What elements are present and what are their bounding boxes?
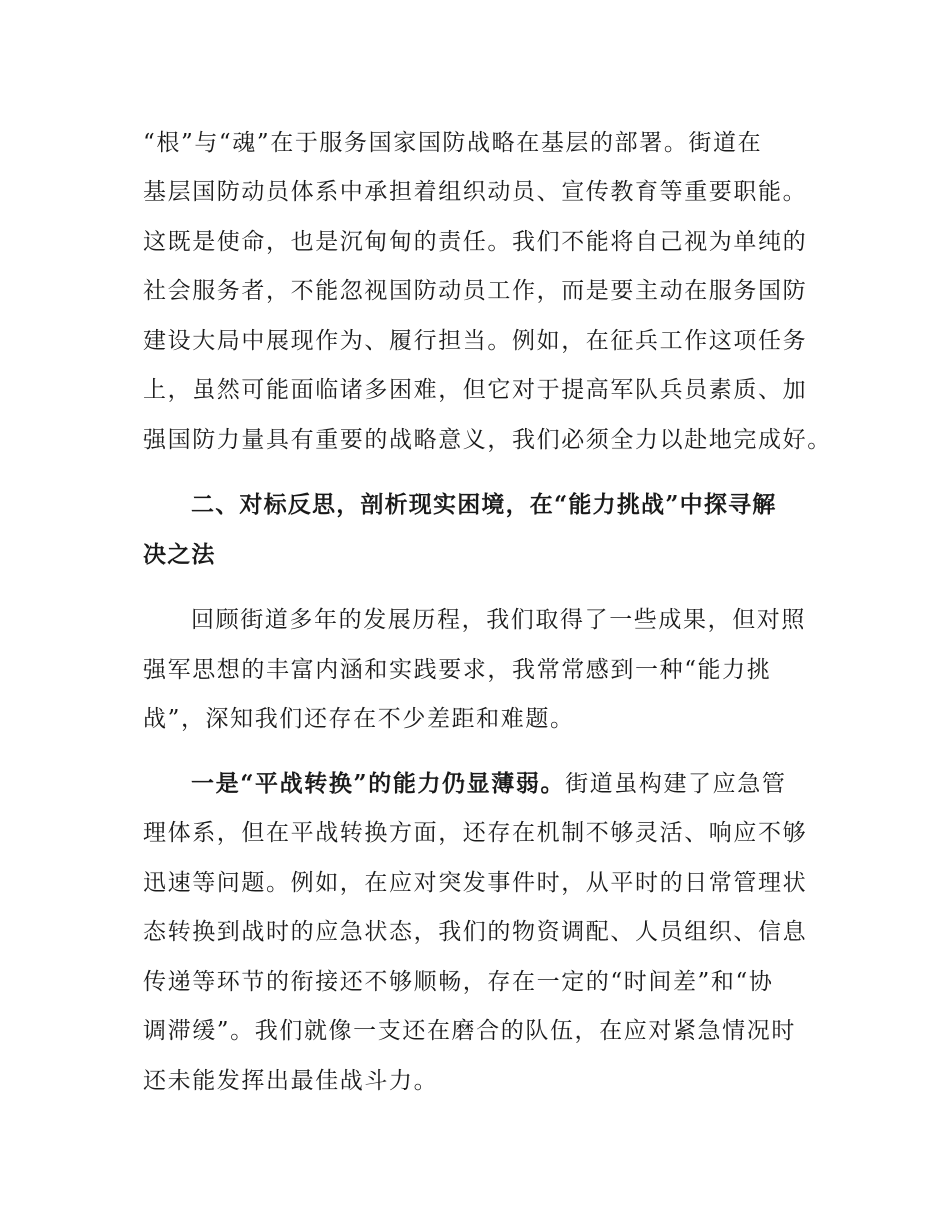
text-line: 迅速等问题。例如，在应对突发事件时，从平时的日常管理状 (143, 870, 808, 896)
text-line: 强国防力量具有重要的战略意义，我们必须全力以赴地完成好。 (143, 427, 832, 453)
text-line: 态转换到战时的应急状态，我们的物资调配、人员组织、信息 (143, 919, 808, 945)
text-line: 理体系，但在平战转换方面，还存在机制不够灵活、响应不够 (143, 820, 808, 846)
text-line: 上，虽然可能面临诸多困难，但它对于提高军队兵员素质、加 (143, 377, 808, 403)
heading-line: 决之法 (143, 541, 216, 568)
text-line: 调滞缓”。我们就像一支还在磨合的队伍，在应对紧急情况时 (143, 1018, 796, 1044)
text-span: 街道虽构建了应急管 (565, 771, 787, 797)
text-line: 社会服务者，不能忽视国防动员工作，而是要主动在服务国防 (143, 278, 808, 304)
text-line: 强军思想的丰富内涵和实践要求，我常常感到一种“能力挑 (143, 657, 772, 683)
text-line: 战”，深知我们还存在不少差距和难题。 (143, 706, 575, 732)
text-line: “根”与“魂”在于服务国家国防战略在基层的部署。街道在 (143, 130, 763, 156)
text-line: 这既是使命，也是沉甸甸的责任。我们不能将自己视为单纯的 (143, 229, 808, 255)
text-line: 传递等环节的衔接还不够顺畅，存在一定的“时间差”和“协 (143, 969, 774, 995)
text-line: 回顾街道多年的发展历程，我们取得了一些成果，但对照 (191, 607, 806, 633)
text-line: 还未能发挥出最佳战斗力。 (143, 1068, 439, 1094)
text-line (191, 769, 786, 799)
paragraph-lead: 一是“平战转换”的能力仍显薄弱。 (191, 770, 566, 797)
heading-line: 二、对标反思，剖析现实困境，在“能力挑战”中探寻解 (191, 491, 777, 518)
text-line: 建设大局中展现作为、履行担当。例如，在征兵工作这项任务 (143, 328, 808, 354)
text-line: 基层国防动员体系中承担着组织动员、宣传教育等重要职能。 (143, 179, 808, 205)
